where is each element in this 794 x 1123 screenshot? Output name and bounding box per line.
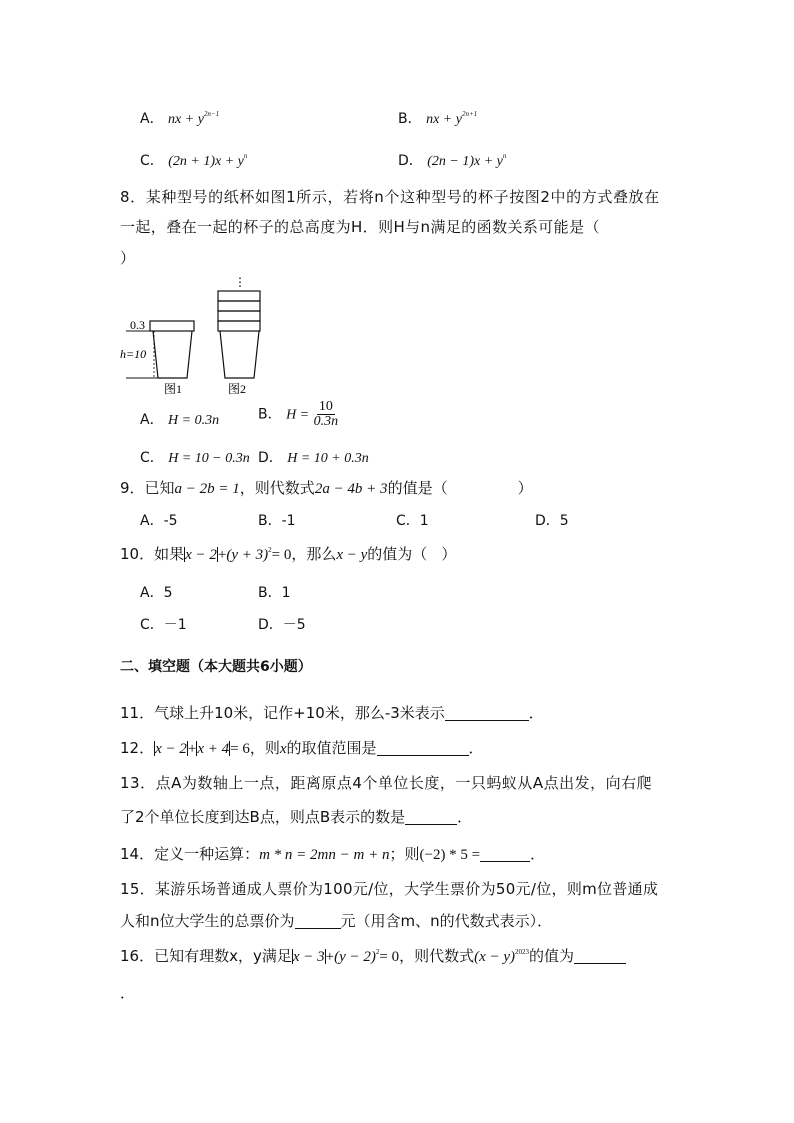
option-label: D． (258, 450, 283, 466)
answer-blank (445, 706, 529, 721)
q8-option-a (140, 409, 219, 429)
denominator: 0.3n (313, 414, 339, 429)
math-expression: (2n + 1)x + y (168, 154, 244, 169)
cup-figure-1 (120, 318, 194, 396)
q15-pre: 人和n位大学生的总票价为 (120, 912, 295, 930)
exponent: n (243, 152, 248, 160)
ellipsis-dots: ⋮ (234, 275, 246, 289)
answer-blank (480, 847, 530, 862)
q10-text (120, 543, 456, 564)
answer-blank (377, 741, 469, 756)
cup-figure (118, 270, 278, 400)
plus-sign: + (187, 741, 197, 757)
q16-post: 的值为 (529, 947, 575, 965)
q9-option-b: B．-1 (258, 513, 296, 529)
q10-option-d: D．－5 (258, 617, 306, 633)
math-expression: x + 4 (197, 741, 230, 757)
exponent: 2n+1 (461, 110, 478, 118)
math-variable: x (279, 741, 287, 757)
answer-blank (574, 949, 626, 964)
q12-mid: ，则 (249, 739, 280, 757)
math-expression: (y − 2) (334, 949, 376, 965)
math-expression: (2n − 1)x + y (427, 154, 503, 169)
q15-post: 元（用含m、n的代数式表示）． (340, 912, 553, 930)
option-label: D． (398, 153, 423, 169)
cup-figure-2 (218, 275, 260, 396)
exponent: 2023 (515, 948, 530, 956)
q7-option-a (140, 108, 219, 128)
option-label: A． (140, 412, 164, 428)
q11-body: 11．气球上升10米，记作+10米，那么-3米表示 (120, 704, 445, 722)
q8-text-line-2: 一起，叠在一起的杯子的总高度为H．则H与n满足的函数关系可能是（ (120, 218, 600, 236)
q8-option-d (258, 447, 369, 467)
q15-text-line-1: 15．某游乐场普通成人票价为100元/位，大学生票价为50元/位，则m位普通成 (120, 880, 659, 898)
q10-close: ） (441, 545, 457, 563)
option-label: A． (140, 111, 164, 127)
math-expression: H = (286, 407, 310, 423)
q16-text-line-2: ． (120, 984, 136, 1002)
fig1-caption: 图1 (164, 382, 183, 396)
q8-text-line-3: ） (120, 249, 136, 267)
math-expression: nx + y (168, 112, 204, 127)
option-label: B． (258, 406, 282, 423)
math-expression: = 0 (271, 547, 292, 563)
math-expression: a − 2b = 1 (174, 481, 240, 497)
q14-sep: ；则 (389, 845, 420, 863)
q7-option-d (398, 150, 506, 170)
plus-sign: + (217, 547, 227, 563)
label-cup-height: h=10 (120, 347, 147, 361)
q12-pre: 12． (120, 739, 155, 757)
q14-text (120, 843, 545, 864)
q12-text (120, 737, 484, 758)
math-expression: H = 0.3n (168, 413, 220, 428)
fraction (314, 400, 339, 429)
q10-option-c: C．－1 (140, 617, 187, 633)
q9-option-c: C．1 (396, 513, 429, 529)
q13-body: 了2个单位长度到达B点，则点B表示的数是 (120, 808, 406, 826)
math-expression: 2a − 4b + 3 (314, 481, 388, 497)
q10-option-a: A．5 (140, 585, 173, 601)
q9-option-a: A．-5 (140, 513, 178, 529)
q11-end: ． (528, 704, 544, 722)
math-expression: x − 3 (292, 949, 325, 965)
q14-end: ． (530, 845, 546, 863)
option-label: C． (140, 450, 164, 466)
q14-pre: 14．定义一种运算： (120, 845, 260, 863)
answer-blank (295, 914, 341, 929)
q9-post: 的值是（ (387, 479, 448, 497)
math-expression: (−2) * 5 = (419, 847, 481, 863)
q10-pre: 10．如果 (120, 545, 185, 563)
q10-mid: ，那么 (291, 545, 337, 563)
q8-option-c (140, 447, 250, 467)
math-expression: x − 2 (185, 547, 217, 563)
section-title: 二、填空题（本大题共6小题） (120, 659, 312, 675)
q12-post: 的取值范围是 (286, 739, 377, 757)
exponent: 2n−1 (203, 110, 220, 118)
q9-text (120, 477, 533, 498)
q9-close: ） (517, 479, 533, 497)
exponent: n (502, 152, 507, 160)
q13-text-line-1: 13．点A为数轴上一点，距离原点4个单位长度，一只蚂蚁从A点出发，向右爬 (120, 774, 653, 792)
q11-text (120, 702, 544, 723)
answer-blank (405, 810, 457, 825)
exponent: 2 (375, 948, 380, 956)
math-expression: = 6 (230, 741, 250, 757)
math-expression: = 0 (379, 949, 400, 965)
q9-option-d: D．5 (535, 513, 569, 529)
q12-end: ． (468, 739, 484, 757)
math-expression: (y + 3) (226, 547, 269, 563)
q16-pre: 16．已知有理数x，y满足 (120, 947, 292, 965)
q7-option-b (398, 108, 477, 128)
exponent: 2 (268, 546, 272, 554)
math-expression: nx + y (426, 112, 462, 127)
q13-text-line-2 (120, 806, 472, 827)
math-expression: m * n = 2mn − m + n (259, 847, 390, 863)
math-expression: (x − y) (474, 949, 516, 965)
math-expression: H = 10 + 0.3n (287, 451, 369, 466)
math-expression: H = 10 − 0.3n (168, 451, 250, 466)
q8-text-line-1: 8．某种型号的纸杯如图1所示，若将n个这种型号的杯子按图2中的方式叠放在 (120, 188, 660, 206)
q7-option-c (140, 150, 247, 170)
numerator: 10 (318, 399, 333, 414)
q16-text (120, 945, 626, 966)
fig2-caption: 图2 (228, 382, 247, 396)
option-label: B． (398, 111, 422, 127)
math-expression: x − y (336, 547, 368, 563)
plus-sign: + (325, 949, 335, 965)
math-expression: x − 2 (155, 741, 187, 757)
q16-mid: ，则代数式 (399, 947, 475, 965)
label-top-height: 0.3 (130, 318, 145, 332)
q10-post: 的值为（ (367, 545, 428, 563)
q9-pre: 9．已知 (120, 479, 175, 497)
q8-option-b (258, 400, 338, 429)
option-label: C． (140, 153, 164, 169)
q15-text-line-2 (120, 910, 552, 931)
q13-end: ． (457, 808, 473, 826)
q10-option-b: B．1 (258, 585, 291, 601)
q9-mid: ，则代数式 (239, 479, 315, 497)
